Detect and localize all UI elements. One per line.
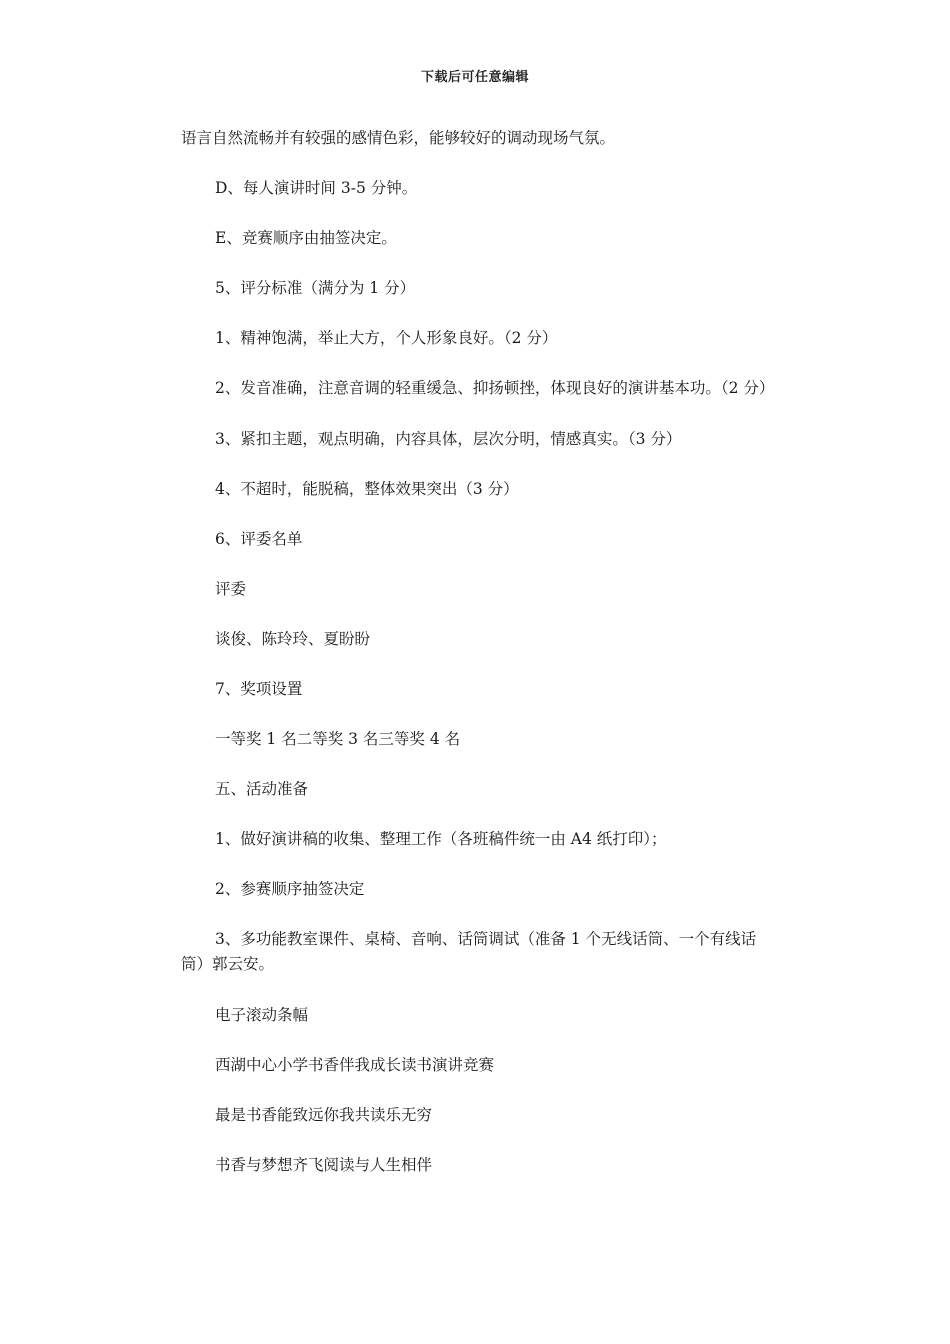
- preparation-item-3: 3、多功能教室课件、桌椅、音响、话筒调试（准备 1 个无线话筒、一个有线话筒）郭云安。: [181, 930, 757, 973]
- banner-line-3: 书香与梦想齐飞阅读与人生相伴: [215, 1156, 433, 1174]
- scoring-item-1: 1、精神饱满，举止大方，个人形象良好。（2 分）: [215, 329, 558, 347]
- page-header: 下载后可任意编辑: [420, 70, 529, 85]
- paragraph-order: E、竞赛顺序由抽签决定。: [215, 229, 397, 247]
- judges-names: 谈俊、陈玲玲、夏盼盼: [215, 630, 371, 648]
- document-body: [181, 126, 775, 1203]
- section-preparation-heading: 五、活动准备: [215, 780, 309, 798]
- banner-line-1: 西湖中心小学书香伴我成长读书演讲竞赛: [215, 1056, 495, 1074]
- scoring-item-2: 2、发音准确，注意音调的轻重缓急、抑扬顿挫，体现良好的演讲基本功。（2 分）: [215, 379, 775, 397]
- paragraph-speech-time: D、每人演讲时间 3-5 分钟。: [215, 179, 418, 197]
- section-awards-heading: 7、奖项设置: [215, 680, 303, 698]
- banner-heading: 电子滚动条幅: [215, 1006, 309, 1024]
- preparation-item-2: 2、参赛顺序抽签决定: [215, 880, 365, 898]
- scoring-item-3: 3、紧扣主题，观点明确，内容具体，层次分明，情感真实。（3 分）: [215, 430, 682, 448]
- section-scoring-heading: 5、评分标准（满分为 1 分）: [215, 279, 416, 297]
- banner-line-2: 最是书香能致远你我共读乐无穷: [215, 1106, 433, 1124]
- scoring-item-4: 4、不超时，能脱稿，整体效果突出（3 分）: [215, 480, 519, 498]
- section-judges-heading: 6、评委名单: [215, 530, 303, 548]
- preparation-item-1: 1、做好演讲稿的收集、整理工作（各班稿件统一由 A4 纸打印）；: [215, 830, 667, 848]
- awards-detail: 一等奖 1 名二等奖 3 名三等奖 4 名: [215, 730, 461, 748]
- paragraph-intro: 语言自然流畅并有较强的感情色彩，能够较好的调动现场气氛。: [181, 129, 616, 147]
- judges-label: 评委: [215, 580, 247, 598]
